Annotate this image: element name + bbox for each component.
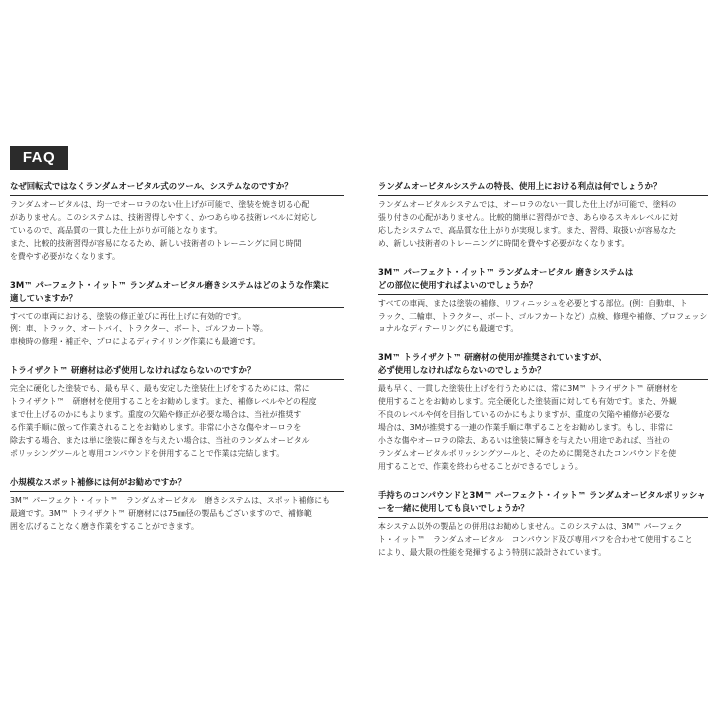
faq-item xyxy=(378,489,708,560)
faq-answer: すべての車両における、塗装の修正並びに再仕上げに有効的です。 例：車、トラック、オートバイ、トラクター、ボート、ゴルフカート等。 車検時の修理・補正や、プロによるディテイリング作業にも最適です。 xyxy=(10,311,268,347)
faq-question: 3M™ トライザクト™ 研磨材の使用が推奨されていますが、 必ず使用しなければならないのでしょうか？ xyxy=(378,351,708,380)
faq-question: ランダムオービタルシステムの特長、使用上における利点は何でしょうか？ xyxy=(378,180,708,196)
faq-left-column xyxy=(10,180,344,548)
faq-item xyxy=(10,180,344,264)
faq-right-column xyxy=(378,180,708,574)
faq-question: 小規模なスポット補修には何がお勧めですか？ xyxy=(10,476,344,492)
faq-answer: ランダムオービタルは、均一でオーロラのない仕上げが可能で、塗装を焼き切る心配 がありません。このシステムは、技術習得しやすく、かつあらゆる技術レベルに対応し ているので、高品質の一貫した仕上がりが可能となります。 また、比較的技術習得が容易になるため、新しい技術者のトレーニングに同じ時間 を費やす必要がなくなります。 xyxy=(10,200,318,261)
faq-answer: 本システム以外の製品との併用はお勧めしません。このシステムは、3M™ パーフェク ト・イット™ ランダムオービタル コンパウンド及び専用パフを合わせて使用すること により、最大限の性能を発揮するよう特別に設計されています。 xyxy=(378,521,693,557)
faq-answer: 3M™ パーフェクト・イット™ ランダムオービタル 磨きシステムは、スポット補修にも 最適です。3M™ トライザクト™ 研磨材には75㎜径の製品もございますので、補修範 囲を広げることなく磨き作業をすることができます。 xyxy=(10,495,331,531)
faq-item xyxy=(378,266,708,337)
faq-answer: ランダムオービタルシステムでは、オーロラのない一貫した仕上げが可能で、塗料の 張り付きの心配がありません。比較的簡単に習得ができ、あらゆるスキルレベルに対 応したシステムで、高品質な仕上がりが実現します。また、習得、取扱いが容易なた め、新しい技術者のトレーニングに時間を費やす必要がなくなります。 xyxy=(378,200,678,248)
faq-question: 3M™ パーフェクト・イット™ ランダムオービタル 磨きシステムは どの部位に使用すればよいのでしょうか？ xyxy=(378,266,708,295)
faq-item xyxy=(10,476,344,534)
faq-answer: 完全に硬化した塗装でも、最も早く、最も安定した塗装仕上げをするためには、常に トライザクト™ 研磨材を使用することをお勧めします。また、補修レベルやどの程度 まで仕上げるのかにもよります。重度の欠陥や修正が必要な場合は、当社が推奨す る作業手順に倣って作業されることをお勧めします。非常に小さな傷やオーロラを 除去する場合、または単に塗装に輝きを与えたい場合は、当社のランダムオービタル ポリッシングツールと専用コンパウンドを併用することで作業は完結します。 xyxy=(10,384,317,458)
faq-item xyxy=(10,364,344,460)
faq-item xyxy=(378,351,708,473)
faq-answer: すべての車両、または塗装の補修、リフィニッシュを必要とする部位。(例：自動車、ト ラック、二輪車、トラクター、ボート、ゴルフカートなど）点検、修理や補修、プロフェッシ ョナルなディテーリングにも最適です。 xyxy=(378,298,708,334)
faq-question: なぜ回転式ではなくランダムオービタル式のツール、システムなのですか？ xyxy=(10,180,344,196)
faq-heading: FAQ xyxy=(10,146,68,170)
faq-question: 手持ちのコンパウンドと3M™ パーフェクト・イット™ ランダムオービタルポリッシャ ーを一緒に使用しても良いでしょうか？ xyxy=(378,489,708,518)
faq-item xyxy=(378,180,708,251)
faq-question: 3M™ パーフェクト・イット™ ランダムオービタル磨きシステムはどのような作業に 適していますか？ xyxy=(10,279,344,308)
faq-answer: 最も早く、一貫した塗装仕上げを行うためには、常に3M™ トライザクト™ 研磨材を 使用することをお勧めします。完全硬化した塗装面に対しても有効です。また、外観 不良のレベルや何を目指しているのかにもよりますが、重度の欠陥や補修が必要な 場合は、3Mが推奨する一連の作業手順に準ずることをお勧めします。もし、非常に 小さな傷やオーロラの除去、あるいは塗装に輝きを与えたい用途であれば、当社の ランダムオービタルポリッシングツールと、そのために開発されたコンパウンドを使 用することで、作業を終わらせることができるでしょう。 xyxy=(378,384,679,471)
faq-question: トライザクト™ 研磨材は必ず使用しなければならないのですか？ xyxy=(10,364,344,380)
faq-item xyxy=(10,279,344,350)
